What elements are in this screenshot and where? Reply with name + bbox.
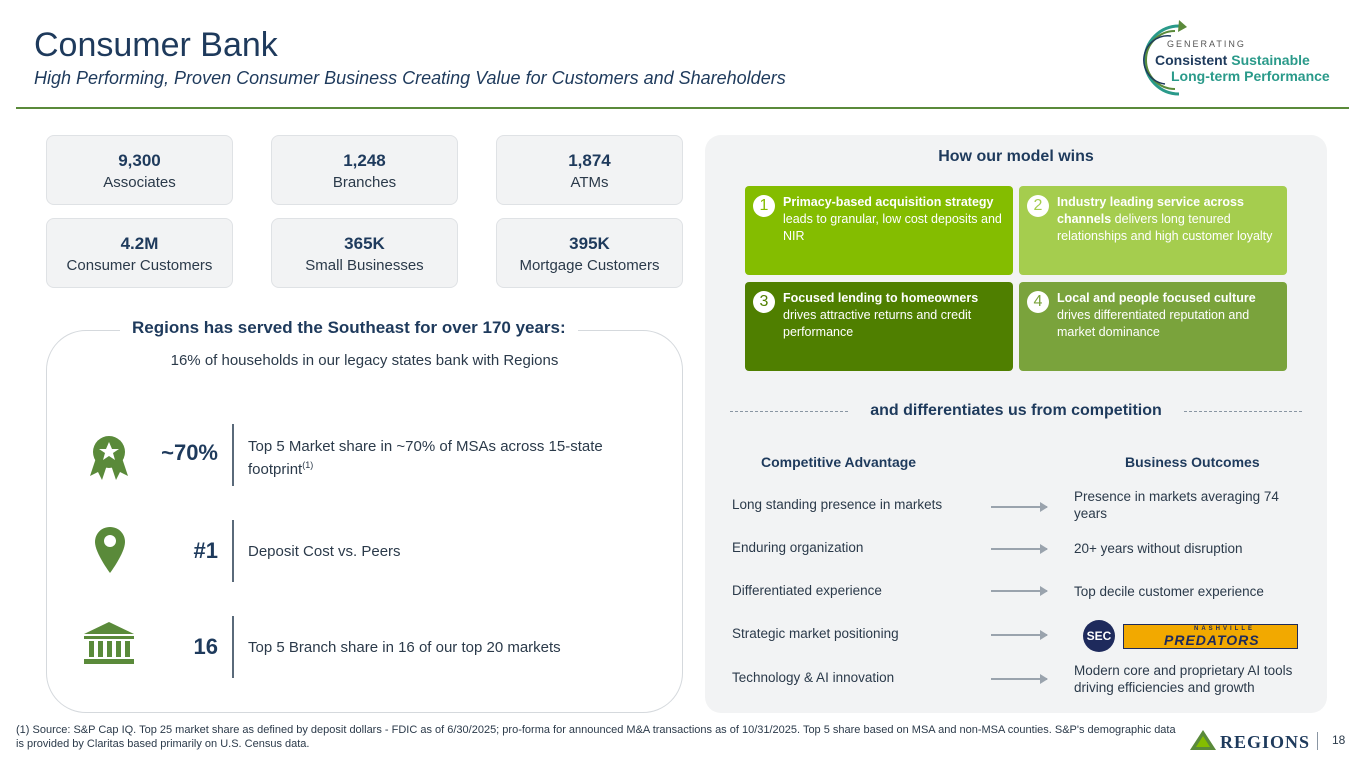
stat-branches [271,135,458,205]
stat-atms [496,135,683,205]
footnote: (1) Source: S&P Cap IQ. Top 25 market share as defined by deposit dollars - FDIC as of 6/30/2025; pro-forma for announced M&A transactions as of 10/31/2025. Top 5 share based on MSA and non-MSA counties. S&P's demographic data is provided by Claritas based primarily on U.S. Census data. [16,724,1176,750]
outcome-item: Presence in markets averaging 74 years [1074,489,1279,521]
page-number: 18 [1332,733,1346,747]
regions-pyramid-icon [1190,730,1216,750]
stat-label: Associates [103,174,176,191]
market-share-text: Top 5 Market share in ~70% of MSAs across 15-state footprint$^{(1)}$ [248,438,603,478]
advantage-item: Technology & AI innovation [732,670,895,685]
row-divider [232,616,234,678]
stat-value: 395K [569,234,610,253]
southeast-subtitle: 16% of households in our legacy states bank with Regions [170,352,559,369]
nashville-predators-logo: NASHVILLE PREDATORS [1123,624,1298,649]
stat-associates [46,135,233,205]
tile-number: 4 [1027,291,1049,313]
stat-consumer-customers [46,218,233,288]
arrow-icon [991,590,1047,592]
stat-value: 365K [344,234,385,253]
branch-share-value: 16 [193,634,218,659]
model-tile-3: 3 Focused lending to homeowners drives attractive returns and credit performance [745,282,1013,371]
model-tile-1: 1 Primacy-based acquisition strategy leads to granular, low cost deposits and NIR [745,186,1013,275]
stat-label: ATMs [570,174,609,191]
page-title: Consumer Bank [34,26,278,64]
competitive-advantage-header: Competitive Advantage [761,454,917,470]
stat-mortgage-customers [496,218,683,288]
page-subtitle: High Performing, Proven Consumer Business Creating Value for Customers and Shareholders [34,68,786,88]
market-share-value: ~70% [161,440,218,465]
badge-line3: Long-term Performance [1171,68,1330,84]
deposit-cost-value: #1 [193,538,218,563]
competition-title: and differentiates us from competition [870,402,1162,419]
arrow-icon [991,634,1047,636]
header-divider [16,107,1349,109]
stat-value: 4.2M [120,234,159,253]
arrow-icon [991,678,1047,680]
stat-value: 1,874 [568,151,611,170]
stat-label: Consumer Customers [66,257,213,274]
advantage-item: Differentiated experience [732,583,882,598]
tile-number: 3 [753,291,775,313]
outcome-item: Top decile customer experience [1074,584,1264,599]
arrow-icon [991,506,1047,508]
outcome-item: Modern core and proprietary AI tools driving efficiencies and growth [1074,663,1293,695]
model-title: How our model wins [938,148,1094,165]
arrow-icon [991,548,1047,550]
generating-performance-logo [1135,18,1350,100]
stat-value: 9,300 [118,151,161,170]
branch-share-text: Top 5 Branch share in 16 of our top 20 markets [248,639,561,656]
model-tile-4: 4 Local and people focused culture drives differentiated reputation and market dominance [1019,282,1287,371]
row-divider [232,520,234,582]
row-divider [232,424,234,486]
tile-number: 2 [1027,195,1049,217]
sec-logo: SEC [1083,620,1115,652]
footer-separator [1317,732,1318,750]
badge-line2: Consistent Sustainable [1155,52,1310,68]
badge-line1: GENERATING [1167,39,1246,49]
advantage-item: Long standing presence in markets [732,497,943,512]
deposit-cost-text: Deposit Cost vs. Peers [248,543,401,560]
stat-small-businesses [271,218,458,288]
stat-label: Branches [332,174,397,191]
business-outcomes-header: Business Outcomes [1125,454,1260,470]
model-tile-2: 2 Industry leading service across channels delivers long tenured relationships and high customer loyalty [1019,186,1287,275]
stat-value: 1,248 [343,151,386,170]
stat-label: Mortgage Customers [519,257,660,274]
tile-number: 1 [753,195,775,217]
outcome-item: 20+ years without disruption [1074,541,1243,556]
southeast-title: Regions has served the Southeast for over 170 years: [120,318,578,338]
stat-label: Small Businesses [305,257,424,274]
advantage-item: Enduring organization [732,540,864,555]
advantage-item: Strategic market positioning [732,626,899,641]
